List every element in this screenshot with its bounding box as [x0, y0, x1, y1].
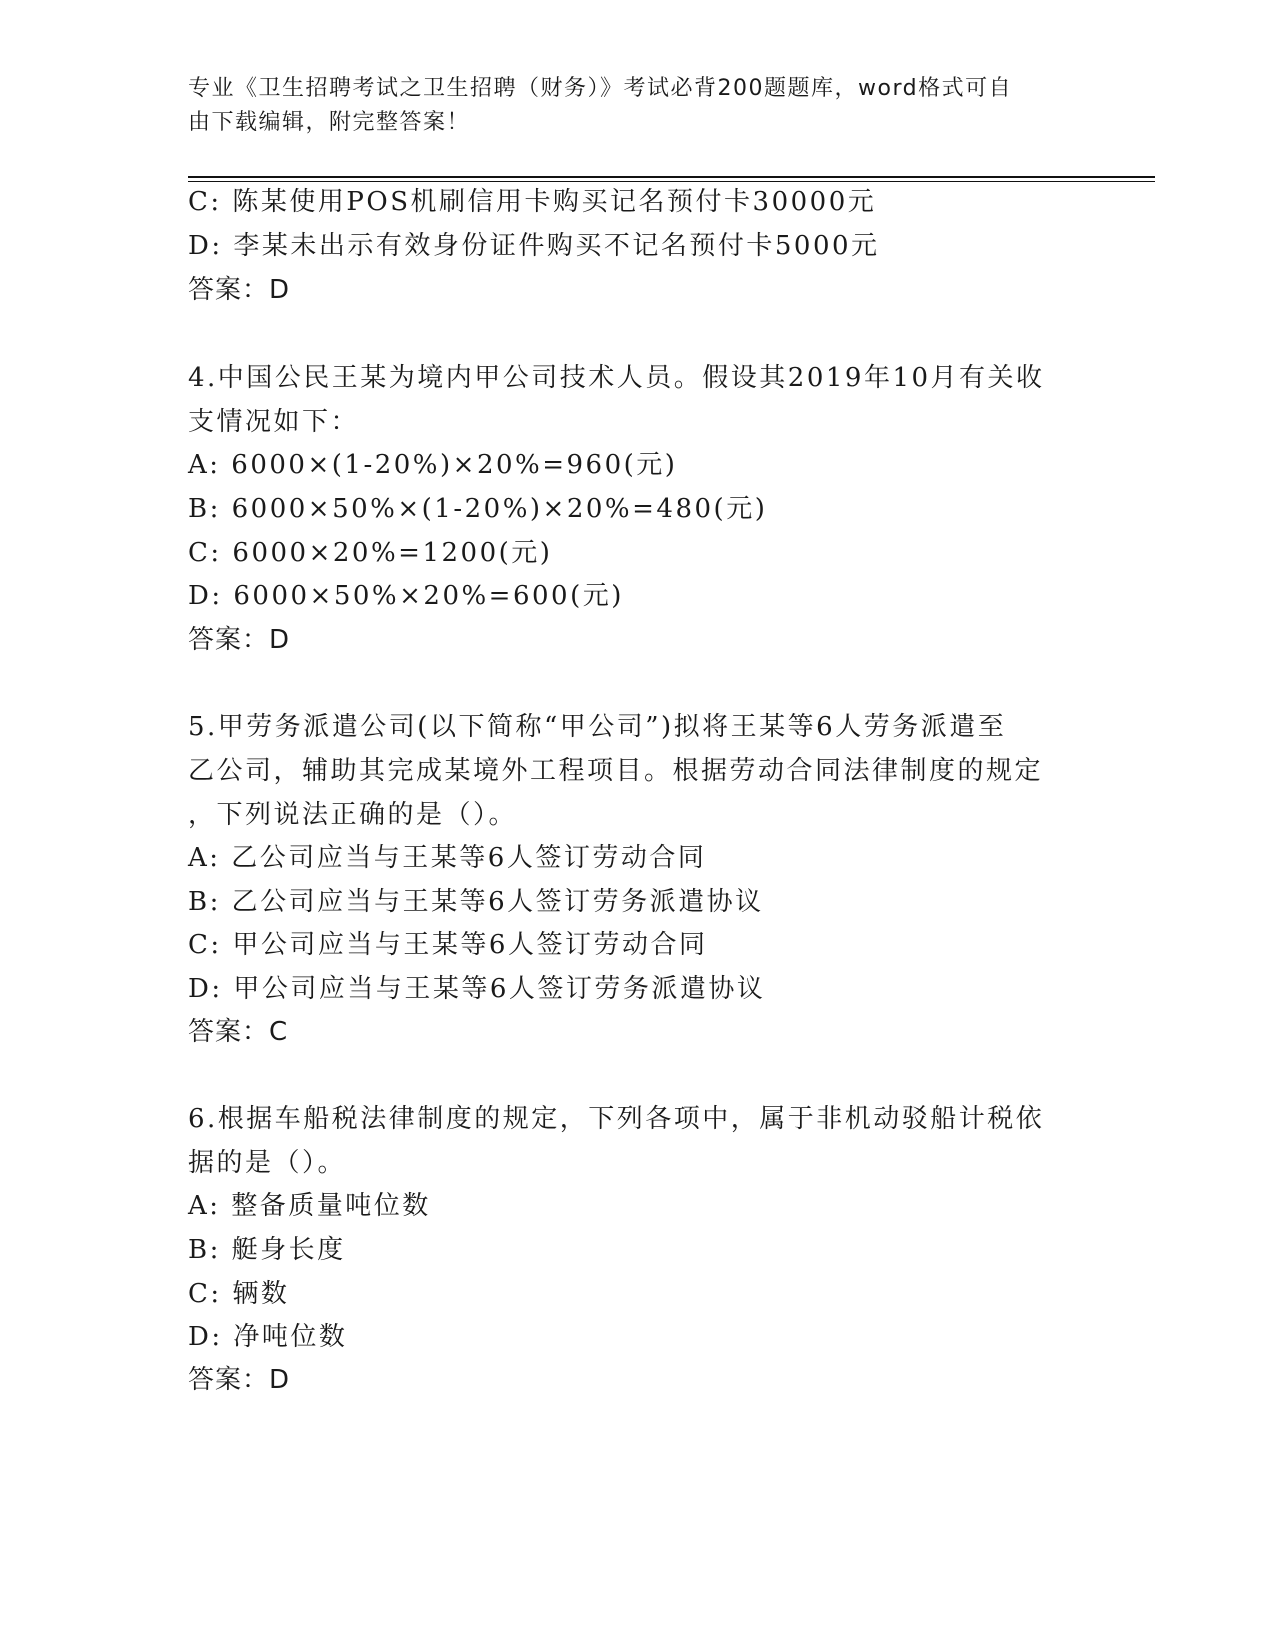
header-line-2: 由下载编辑，附完整答案！	[188, 110, 471, 135]
q6-answer: 答案：D	[188, 1365, 291, 1395]
q5-stem-line-1: 5.甲劳务派遣公司(以下简称“甲公司”)拟将王某等6人劳务派遣至	[188, 712, 1007, 742]
q5-answer: 答案：C	[188, 1017, 289, 1047]
q3-answer: 答案：D	[188, 275, 291, 305]
q4-stem-line-1: 4.中国公民王某为境内甲公司技术人员。假设其2019年10月有关收	[188, 363, 1045, 393]
header-line-1: 专业《卫生招聘考试之卫生招聘（财务）》考试必背200题题库，word格式可自	[188, 76, 1013, 101]
q4-answer: 答案：D	[188, 625, 291, 655]
q6-option-d: D: 净吨位数	[188, 1322, 348, 1352]
q5-option-c: C: 甲公司应当与王某等6人签订劳动合同	[188, 930, 708, 960]
page-header	[188, 72, 1058, 140]
header-divider-thick	[188, 176, 1155, 178]
q3-option-c: C: 陈某使用POS机刷信用卡购买记名预付卡30000元	[188, 187, 877, 217]
header-divider-thin	[188, 181, 1155, 182]
q5-option-b: B: 乙公司应当与王某等6人签订劳务派遣协议	[188, 887, 764, 917]
q4-option-b: B: 6000×50%×(1-20%)×20%=480(元)	[188, 494, 768, 524]
q4-option-a: A: 6000×(1-20%)×20%=960(元)	[188, 450, 678, 480]
q3-option-d: D: 李某未出示有效身份证件购买不记名预付卡5000元	[188, 231, 880, 261]
q6-option-a: A: 整备质量吨位数	[188, 1191, 431, 1221]
q4-stem-line-2: 支情况如下：	[188, 407, 360, 437]
q6-option-c: C: 辆数	[188, 1279, 290, 1309]
q6-stem-line-1: 6.根据车船税法律制度的规定，下列各项中，属于非机动驳船计税依	[188, 1104, 1045, 1134]
q5-stem-line-2: 乙公司，辅助其完成某境外工程项目。根据劳动合同法律制度的规定	[188, 756, 1044, 786]
q5-option-d: D: 甲公司应当与王某等6人签订劳务派遣协议	[188, 974, 766, 1004]
q6-option-b: B: 艇身长度	[188, 1235, 346, 1265]
q6-stem-line-2: 据的是（）。	[188, 1148, 347, 1178]
q4-option-c: C: 6000×20%=1200(元)	[188, 538, 553, 568]
q5-stem-line-3: ，下列说法正确的是（）。	[188, 800, 518, 830]
q4-option-d: D: 6000×50%×20%=600(元)	[188, 581, 624, 611]
q5-option-a: A: 乙公司应当与王某等6人签订劳动合同	[188, 843, 707, 873]
